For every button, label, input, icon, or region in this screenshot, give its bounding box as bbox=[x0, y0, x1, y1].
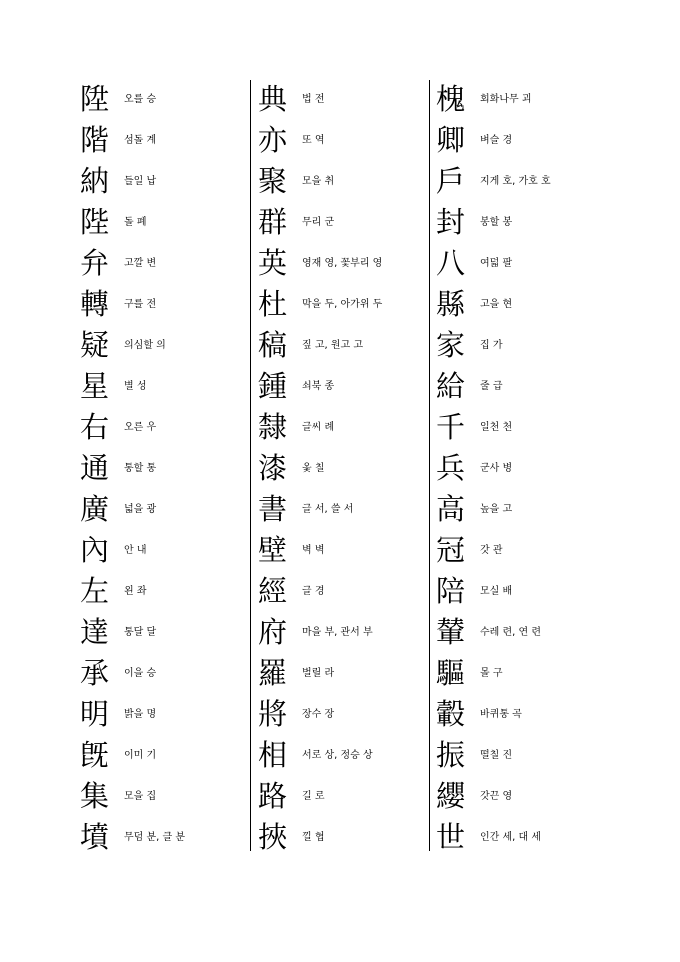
hanja-gloss: 이미 기 bbox=[124, 750, 157, 761]
hanja-entry bbox=[80, 612, 255, 653]
hanja-entry bbox=[80, 571, 255, 612]
hanja-gloss: 안 내 bbox=[124, 545, 147, 556]
hanja-entry bbox=[436, 325, 611, 366]
hanja-gloss: 떨칠 진 bbox=[480, 750, 513, 761]
hanja-gloss: 벽 벽 bbox=[302, 545, 325, 556]
hanja-character: 英 bbox=[258, 246, 288, 280]
hanja-entry bbox=[80, 243, 255, 284]
hanja-gloss: 통달 달 bbox=[124, 627, 157, 638]
hanja-entry bbox=[436, 530, 611, 571]
hanja-entry bbox=[436, 243, 611, 284]
hanja-entry bbox=[258, 448, 433, 489]
hanja-gloss: 왼 좌 bbox=[124, 586, 147, 597]
hanja-entry bbox=[436, 735, 611, 776]
hanja-character: 杜 bbox=[258, 287, 288, 321]
hanja-character: 縣 bbox=[436, 287, 466, 321]
hanja-gloss: 회화나무 괴 bbox=[480, 94, 532, 105]
hanja-character: 八 bbox=[436, 246, 466, 280]
hanja-entry bbox=[80, 817, 255, 858]
hanja-entry bbox=[436, 489, 611, 530]
hanja-column-3 bbox=[436, 79, 611, 858]
hanja-gloss: 수레 련, 연 련 bbox=[480, 627, 542, 638]
hanja-character: 隸 bbox=[258, 410, 288, 444]
hanja-gloss: 집 가 bbox=[480, 340, 503, 351]
hanja-gloss: 돌 폐 bbox=[124, 217, 147, 228]
hanja-character: 亦 bbox=[258, 123, 288, 157]
hanja-gloss: 일천 천 bbox=[480, 422, 513, 433]
hanja-entry bbox=[80, 161, 255, 202]
hanja-entry bbox=[80, 120, 255, 161]
hanja-entry bbox=[80, 284, 255, 325]
hanja-entry bbox=[80, 407, 255, 448]
hanja-entry bbox=[436, 776, 611, 817]
hanja-character: 封 bbox=[436, 205, 466, 239]
hanja-gloss: 높을 고 bbox=[480, 504, 513, 515]
hanja-character: 星 bbox=[80, 369, 110, 403]
hanja-character: 府 bbox=[258, 615, 288, 649]
hanja-entry bbox=[436, 120, 611, 161]
hanja-gloss: 짚 고, 원고 고 bbox=[302, 340, 364, 351]
hanja-gloss: 글 서, 쓸 서 bbox=[302, 504, 354, 515]
hanja-gloss: 글씨 례 bbox=[302, 422, 335, 433]
hanja-entry bbox=[80, 653, 255, 694]
hanja-entry bbox=[436, 571, 611, 612]
hanja-gloss: 별 성 bbox=[124, 381, 147, 392]
hanja-character: 鍾 bbox=[258, 369, 288, 403]
hanja-gloss: 낄 협 bbox=[302, 832, 325, 843]
hanja-character: 路 bbox=[258, 779, 288, 813]
hanja-character: 右 bbox=[80, 410, 110, 444]
hanja-character: 書 bbox=[258, 492, 288, 526]
hanja-character: 階 bbox=[80, 123, 110, 157]
hanja-gloss: 모을 집 bbox=[124, 791, 157, 802]
hanja-gloss: 이을 승 bbox=[124, 668, 157, 679]
hanja-character: 冠 bbox=[436, 533, 466, 567]
hanja-entry bbox=[436, 448, 611, 489]
hanja-character: 世 bbox=[436, 820, 466, 854]
hanja-character: 千 bbox=[436, 410, 466, 444]
hanja-character: 承 bbox=[80, 656, 110, 690]
hanja-character: 驅 bbox=[436, 656, 466, 690]
hanja-entry bbox=[436, 366, 611, 407]
hanja-entry bbox=[258, 612, 433, 653]
hanja-gloss: 쇠북 종 bbox=[302, 381, 335, 392]
hanja-gloss: 몰 구 bbox=[480, 668, 503, 679]
hanja-entry bbox=[258, 161, 433, 202]
hanja-character: 墳 bbox=[80, 820, 110, 854]
hanja-character: 聚 bbox=[258, 164, 288, 198]
hanja-entry bbox=[80, 530, 255, 571]
hanja-entry bbox=[258, 202, 433, 243]
hanja-character: 陛 bbox=[80, 205, 110, 239]
hanja-entry bbox=[80, 366, 255, 407]
hanja-entry bbox=[258, 776, 433, 817]
hanja-gloss: 막을 두, 아가위 두 bbox=[302, 299, 383, 310]
hanja-gloss: 구를 전 bbox=[124, 299, 157, 310]
hanja-character: 弁 bbox=[80, 246, 110, 280]
hanja-gloss: 넓을 광 bbox=[124, 504, 157, 515]
hanja-entry bbox=[436, 694, 611, 735]
hanja-character: 陞 bbox=[80, 82, 110, 116]
hanja-entry bbox=[258, 120, 433, 161]
hanja-entry bbox=[258, 325, 433, 366]
hanja-gloss: 여덟 팔 bbox=[480, 258, 513, 269]
hanja-character: 明 bbox=[80, 697, 110, 731]
hanja-gloss: 옻 칠 bbox=[302, 463, 325, 474]
hanja-gloss: 오를 승 bbox=[124, 94, 157, 105]
hanja-gloss: 길 로 bbox=[302, 791, 325, 802]
hanja-character: 輦 bbox=[436, 615, 466, 649]
hanja-entry bbox=[436, 817, 611, 858]
hanja-gloss: 통할 통 bbox=[124, 463, 157, 474]
hanja-character: 疑 bbox=[80, 328, 110, 362]
hanja-gloss: 서로 상, 정승 상 bbox=[302, 750, 373, 761]
hanja-character: 挾 bbox=[258, 820, 288, 854]
hanja-entry bbox=[80, 202, 255, 243]
hanja-character: 陪 bbox=[436, 574, 466, 608]
hanja-entry bbox=[258, 694, 433, 735]
hanja-entry bbox=[80, 694, 255, 735]
hanja-entry bbox=[258, 653, 433, 694]
hanja-gloss: 바퀴통 곡 bbox=[480, 709, 522, 720]
hanja-character: 集 bbox=[80, 779, 110, 813]
hanja-entry bbox=[258, 243, 433, 284]
hanja-gloss: 영재 영, 꽃부리 영 bbox=[302, 258, 383, 269]
hanja-entry bbox=[436, 79, 611, 120]
hanja-gloss: 오른 우 bbox=[124, 422, 157, 433]
hanja-character: 左 bbox=[80, 574, 110, 608]
hanja-gloss: 봉할 봉 bbox=[480, 217, 513, 228]
hanja-entry bbox=[436, 161, 611, 202]
hanja-entry bbox=[436, 612, 611, 653]
hanja-gloss: 밝을 명 bbox=[124, 709, 157, 720]
hanja-gloss: 의심할 의 bbox=[124, 340, 166, 351]
hanja-character: 卿 bbox=[436, 123, 466, 157]
hanja-character: 達 bbox=[80, 615, 110, 649]
hanja-character: 廣 bbox=[80, 492, 110, 526]
hanja-character: 纓 bbox=[436, 779, 466, 813]
hanja-character: 戶 bbox=[436, 164, 466, 198]
hanja-gloss: 고을 현 bbox=[480, 299, 513, 310]
hanja-entry bbox=[436, 407, 611, 448]
hanja-entry bbox=[258, 407, 433, 448]
hanja-character: 相 bbox=[258, 738, 288, 772]
hanja-gloss: 갓끈 영 bbox=[480, 791, 513, 802]
hanja-entry bbox=[80, 735, 255, 776]
hanja-entry bbox=[258, 79, 433, 120]
hanja-gloss: 법 전 bbox=[302, 94, 325, 105]
hanja-entry bbox=[80, 79, 255, 120]
hanja-entry bbox=[258, 284, 433, 325]
hanja-character: 漆 bbox=[258, 451, 288, 485]
hanja-gloss: 모을 취 bbox=[302, 176, 335, 187]
hanja-entry bbox=[80, 448, 255, 489]
hanja-entry bbox=[80, 489, 255, 530]
hanja-entry bbox=[80, 325, 255, 366]
hanja-entry bbox=[258, 489, 433, 530]
hanja-character: 內 bbox=[80, 533, 110, 567]
hanja-character: 轂 bbox=[436, 697, 466, 731]
hanja-gloss: 글 경 bbox=[302, 586, 325, 597]
hanja-entry bbox=[436, 284, 611, 325]
hanja-gloss: 장수 장 bbox=[302, 709, 335, 720]
hanja-gloss: 마을 부, 관서 부 bbox=[302, 627, 373, 638]
hanja-gloss: 무리 군 bbox=[302, 217, 335, 228]
hanja-gloss: 무덤 분, 클 분 bbox=[124, 832, 186, 843]
hanja-character: 轉 bbox=[80, 287, 110, 321]
hanja-entry bbox=[436, 202, 611, 243]
hanja-gloss: 또 역 bbox=[302, 135, 325, 146]
hanja-gloss: 벌릴 라 bbox=[302, 668, 335, 679]
hanja-character: 家 bbox=[436, 328, 466, 362]
hanja-entry bbox=[258, 571, 433, 612]
hanja-entry bbox=[80, 776, 255, 817]
hanja-entry bbox=[258, 735, 433, 776]
hanja-character: 旣 bbox=[80, 738, 110, 772]
hanja-character: 壁 bbox=[258, 533, 288, 567]
hanja-entry bbox=[258, 366, 433, 407]
hanja-column-1 bbox=[80, 79, 255, 858]
hanja-character: 羅 bbox=[258, 656, 288, 690]
hanja-entry bbox=[258, 530, 433, 571]
hanja-character: 經 bbox=[258, 574, 288, 608]
hanja-gloss: 섬돌 계 bbox=[124, 135, 157, 146]
hanja-gloss: 지게 호, 가호 호 bbox=[480, 176, 551, 187]
hanja-character: 典 bbox=[258, 82, 288, 116]
hanja-gloss: 벼슬 경 bbox=[480, 135, 513, 146]
hanja-character: 高 bbox=[436, 492, 466, 526]
hanja-character: 兵 bbox=[436, 451, 466, 485]
hanja-entry bbox=[258, 817, 433, 858]
hanja-gloss: 군사 병 bbox=[480, 463, 513, 474]
hanja-gloss: 모실 배 bbox=[480, 586, 513, 597]
hanja-character: 納 bbox=[80, 164, 110, 198]
hanja-character: 將 bbox=[258, 697, 288, 731]
hanja-character: 槐 bbox=[436, 82, 466, 116]
hanja-gloss: 들일 납 bbox=[124, 176, 157, 187]
hanja-gloss: 인간 세, 대 세 bbox=[480, 832, 542, 843]
hanja-gloss: 고깔 변 bbox=[124, 258, 157, 269]
hanja-column-2 bbox=[258, 79, 433, 858]
hanja-character: 振 bbox=[436, 738, 466, 772]
hanja-character: 通 bbox=[80, 451, 110, 485]
hanja-entry bbox=[436, 653, 611, 694]
hanja-character: 給 bbox=[436, 369, 466, 403]
hanja-character: 稿 bbox=[258, 328, 288, 362]
hanja-gloss: 갓 관 bbox=[480, 545, 503, 556]
hanja-gloss: 줄 급 bbox=[480, 381, 503, 392]
hanja-character: 群 bbox=[258, 205, 288, 239]
